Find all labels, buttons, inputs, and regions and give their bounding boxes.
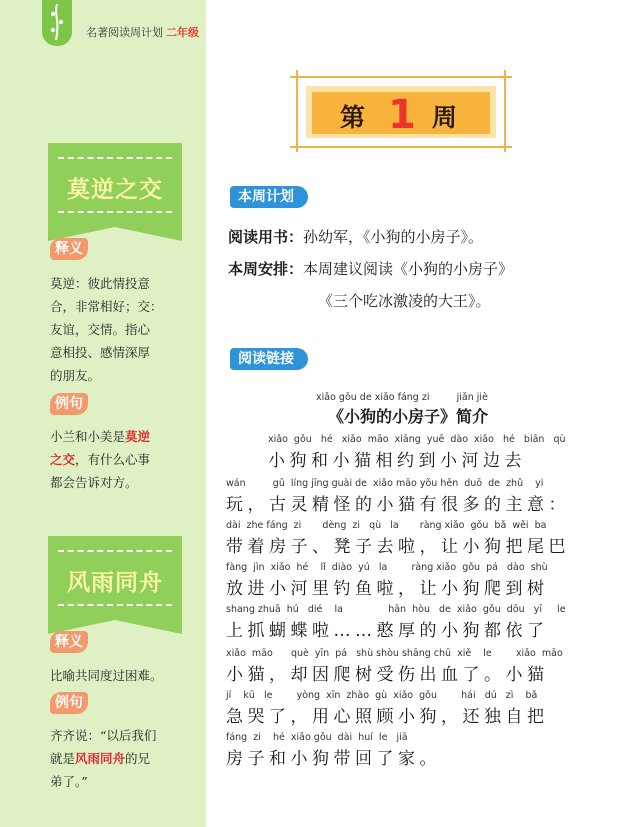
frame-line-right xyxy=(504,70,506,152)
meaning-tag-1: 释义 xyxy=(50,238,88,260)
plan-schedule: 本周安排：本周建议阅读《小狗的小房子》 xyxy=(228,260,514,278)
example-tag-2: 例句 xyxy=(50,692,88,714)
idiom-example-1: 小兰和小美是莫逆 之交，有什么心事 都会告诉对方。 xyxy=(50,429,151,490)
branch-logo-icon xyxy=(42,0,72,46)
pinyin-line-7: jí kū le yòng xīn zhào gù xiǎo gǒu hái dú zì bǎ xyxy=(226,690,538,701)
idiom-card-1 xyxy=(48,143,182,227)
idiom-card-2 xyxy=(48,536,182,620)
week-prefix: 第 xyxy=(340,103,366,132)
week-suffix: 周 xyxy=(432,103,458,132)
idiom-word-1: 莫逆之交 xyxy=(67,177,163,203)
link-title: 《小狗的小房子》简介 xyxy=(327,407,488,426)
sidebar xyxy=(0,0,206,827)
text-line-7: 急哭了，用心照顾小狗，还独自把 xyxy=(226,707,549,727)
pinyin-line-6: xiǎo māo què yīn pá shù shòu shāng chū xiě le xiǎo māo xyxy=(226,648,563,659)
frame-line-bottom xyxy=(290,146,512,148)
pinyin-line-3: dài zhe fáng zi dèng zi qù la ràng xiǎo gǒu bǎ wěi ba xyxy=(226,520,547,531)
frame-line-left xyxy=(296,70,298,152)
link-title-pinyin: xiǎo gǒu de xiǎo fáng zi jiǎn jiè xyxy=(316,392,488,403)
pinyin-line-2: wán gǔ líng jīng guài de xiǎo māo yǒu hěn duō de zhǔ yi xyxy=(226,478,544,489)
idiom-example-2: 齐齐说：“以后我们 就是风雨同舟的兄 弟了。” xyxy=(50,728,157,789)
pinyin-line-5: shang zhuā hú dié la hān hòu de xiǎo gǒu dōu yī le xyxy=(226,604,566,615)
week-number: 1 xyxy=(388,92,416,138)
text-line-8: 房子和小狗带回了家。 xyxy=(226,749,441,769)
plan-schedule-2: 《三个吃冰激凌的大王》。 xyxy=(318,292,491,310)
idiom-word-2: 风雨同舟 xyxy=(67,570,163,596)
text-line-2: 玩，古灵精怪的小猫有很多的主意： xyxy=(226,495,570,515)
pinyin-line-1: xiǎo gǒu hé xiǎo māo xiāng yuē dào xiǎo hé biān qù xyxy=(268,434,566,445)
text-line-3: 带着房子、凳子去啦，让小狗把尾巴 xyxy=(226,537,570,557)
meaning-tag-2: 释义 xyxy=(50,631,88,653)
pinyin-line-4: fàng jìn xiǎo hé lǐ diào yú la ràng xiǎo gǒu pá dào shù xyxy=(226,562,548,573)
link-ribbon: 阅读链接 xyxy=(230,348,308,370)
pinyin-line-8: fáng zi hé xiǎo gǒu dài huí le jiā xyxy=(226,732,408,743)
idiom-meaning-1: 莫逆：彼此情投意 合，非常相好；交： 友谊，交情。指心 意相投、感情深厚 的朋友。 xyxy=(50,276,163,383)
frame-line-top xyxy=(290,76,512,78)
text-line-1: 小狗和小猫相约到小河边去 xyxy=(268,451,526,471)
header-title: 名著阅读周计划 xyxy=(86,26,163,39)
example-tag-1: 例句 xyxy=(50,393,88,415)
text-line-4: 放进小河里钓鱼啦，让小狗爬到树 xyxy=(226,579,549,599)
header-grade: 二年级 xyxy=(166,26,199,39)
idiom-meaning-2: 比喻共同度过困难。 xyxy=(50,668,163,683)
text-line-5: 上抓蝴蝶啦……憨厚的小狗都依了 xyxy=(226,621,549,641)
plan-ribbon: 本周计划 xyxy=(230,186,308,208)
plan-book: 阅读用书：孙幼军，《小狗的小房子》。 xyxy=(228,228,484,246)
text-line-6: 小猫，却因爬树受伤出血了。小猫 xyxy=(226,665,549,685)
